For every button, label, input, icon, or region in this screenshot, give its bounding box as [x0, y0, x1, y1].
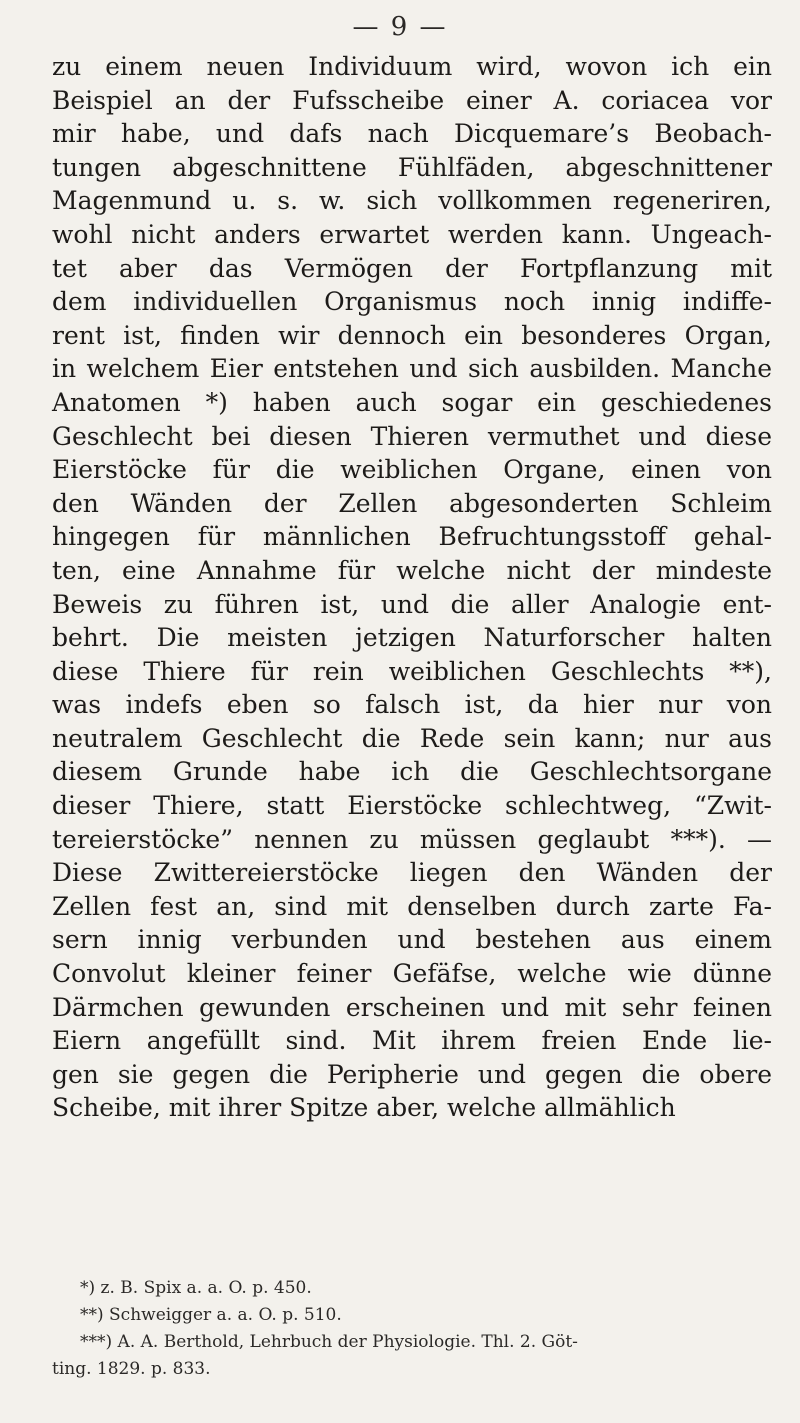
footnote: ting. 1829. p. 833. — [52, 1359, 211, 1379]
footnotes — [52, 1275, 772, 1383]
text-line: Magenmund u. s. w. sich vollkommen regeneriren, — [52, 186, 772, 216]
text-line: diesem Grunde habe ich die Geschlechtsorgane — [52, 757, 772, 787]
text-line: in welchem Eier entstehen und sich ausbilden. Manche — [52, 354, 772, 384]
text-line: neutralem Geschlecht die Rede sein kann; nur aus — [52, 723, 772, 753]
text-line: Eierstöcke für die weiblichen Organe, einen von — [52, 455, 772, 485]
text-line: rent ist, finden wir dennoch ein besonderes Organ, — [52, 320, 772, 350]
text-line: mir habe, und dafs nach Dicquemare’s Beobach- — [52, 119, 772, 149]
text-line: den Wänden der Zellen abgesonderten Schleim — [52, 488, 772, 518]
text-line: Beispiel an der Fufsscheibe einer A. coriacea vor — [52, 85, 772, 115]
text-line: zu einem neuen Individuum wird, wovon ich ein — [52, 52, 772, 81]
text-line: Anatomen *) haben auch sogar ein geschiedenes — [52, 387, 772, 417]
text-line: gen sie gegen die Peripherie und gegen die obere — [52, 1059, 772, 1089]
text-line: tereierstöcke” nennen zu müssen geglaubt ***). — — [52, 824, 772, 854]
text-line: tet aber das Vermögen der Fortpflanzung mit — [52, 253, 772, 283]
text-line: ten, eine Annahme für welche nicht der mindeste — [52, 555, 772, 585]
text-line: Scheibe, mit ihrer Spitze aber, welche allmählich — [52, 1093, 676, 1123]
footnote: ***) A. A. Berthold, Lehrbuch der Physiologie. Thl. 2. Göt- — [80, 1332, 578, 1352]
text-line: Beweis zu führen ist, und die aller Analogie ent- — [52, 589, 772, 619]
footnote: **) Schweigger a. a. O. p. 510. — [80, 1305, 342, 1325]
text-line: behrt. Die meisten jetzigen Naturforscher halten — [52, 623, 772, 653]
text-line: Geschlecht bei diesen Thieren vermuthet und diese — [52, 421, 772, 451]
text-line: dieser Thiere, statt Eierstöcke schlechtweg, “Zwit- — [52, 791, 772, 821]
page-number: — 9 — — [352, 12, 448, 42]
text-line: tungen abgeschnittene Fühlfäden, abgeschnittener — [52, 152, 772, 182]
text-line: Convolut kleiner feiner Gefäfse, welche wie dünne — [52, 959, 772, 989]
text-line: Eiern angefüllt sind. Mit ihrem freien Ende lie- — [52, 1026, 772, 1056]
text-line: wohl nicht anders erwartet werden kann. Ungeach- — [52, 219, 772, 249]
text-line: Zellen fest an, sind mit denselben durch zarte Fa- — [52, 891, 772, 921]
text-line: sern innig verbunden und bestehen aus einem — [52, 925, 772, 955]
footnote: *) z. B. Spix a. a. O. p. 450. — [80, 1278, 312, 1298]
text-line: Diese Zwittereierstöcke liegen den Wänden der — [52, 858, 772, 888]
text-line: dem individuellen Organismus noch innig indiffe- — [52, 287, 772, 317]
text-line: hingegen für männlichen Befruchtungsstoff gehal- — [52, 522, 772, 552]
text-line: was indefs eben so falsch ist, da hier nur von — [52, 690, 772, 720]
text-line: Därmchen gewunden erscheinen und mit sehr feinen — [52, 992, 772, 1022]
text-line: diese Thiere für rein weiblichen Geschlechts **), — [52, 656, 772, 686]
body-text — [52, 50, 772, 1125]
